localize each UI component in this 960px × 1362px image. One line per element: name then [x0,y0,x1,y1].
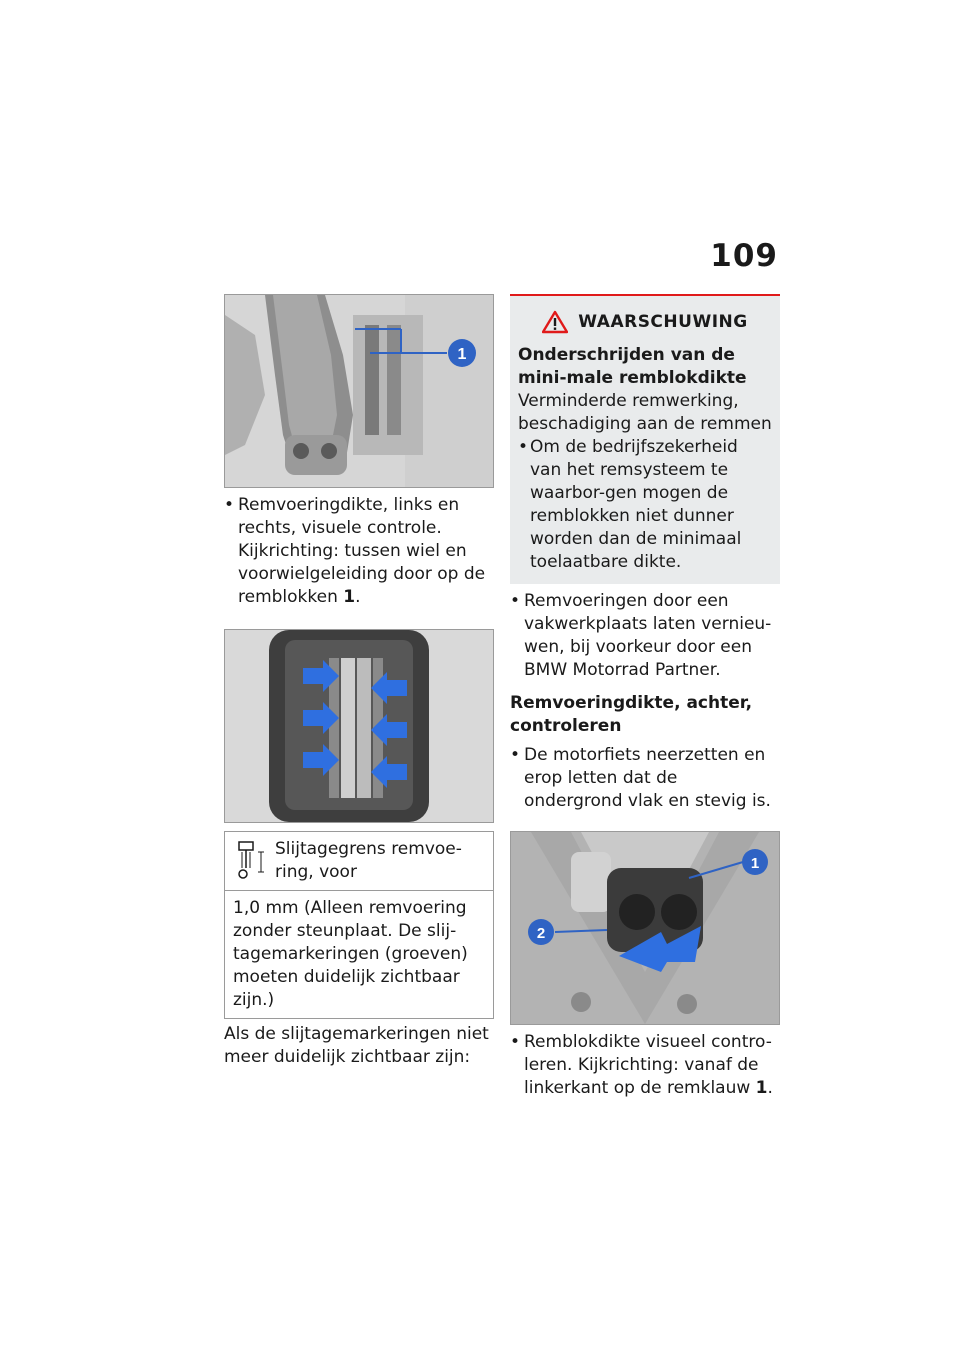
figure-rear-brake-caliper [510,831,780,1025]
warning-triangle-icon [542,310,568,334]
bullet-front-pad-check [224,494,494,609]
bullet-rear-pad-check-text: Remblokdikte visueel contro-leren. Kijkrichting: vanaf de linkerkant op de remklauw [524,1032,772,1098]
bullet-rear-pad-check-end: . [767,1078,773,1098]
figure1-callout: 1 [457,346,467,363]
rear-brake-illustration [511,832,779,1024]
figure3-callout-1: 1 [750,855,760,872]
brake-pad-wear-icon [233,838,267,882]
front-brake-illustration [225,295,493,487]
figure-front-brake-pads [224,294,494,488]
bullet-replace-pads: • Remvoeringen door een vakwerkplaats laten vernieu-wen, bij voorkeur door een BMW Motorrad Partner. [510,590,780,682]
spec-table-wear-limit [224,831,494,1019]
bullet-front-pad-check-end: . [355,587,361,607]
bullet-rear-pad-check [510,1031,780,1100]
left-column [224,294,494,1069]
spec-table-header [225,832,493,891]
figure-pad-wear-grooves [224,629,494,823]
warning-box [510,294,780,584]
bullet-front-pad-check-ref: 1 [343,587,356,607]
warning-title: WAARSCHUWING [578,312,748,332]
bullet-rear-pad-check-ref: 1 [755,1078,768,1098]
warning-title-row [518,310,772,334]
bullet-front-pad-check-text: Remvoeringdikte, links en rechts, visuele controle. Kijkrichting: tussen wiel en voorwielgeleiding door op de remblokken [238,495,486,607]
spec-value: 1,0 mm (Alleen remvoering zonder steunplaat. De slij-tagemarkeringen (groeven) moeten duidelijk zichtbaar zijn.) [233,898,468,1010]
pad-wear-illustration [225,630,493,822]
warning-heading: Onderschrijden van de mini-male remblokdikte [518,345,747,388]
warning-consequence: Verminderde remwerking, beschadiging aan de remmen [518,391,772,434]
right-column [510,294,780,1100]
paragraph-after-spec: Als de slijtagemarkeringen niet meer duidelijk zichtbaar zijn: [224,1024,489,1067]
page-number: 109 [710,238,778,274]
bullet-park-motorcycle: • De motorfiets neerzetten en erop letten dat de ondergrond vlak en stevig is. [510,744,780,813]
section-heading-rear-pads: Remvoeringdikte, achter, controleren [510,693,753,736]
spec-label: Slijtagegrens remvoe-ring, voor [275,839,462,882]
warning-measure: • Om de bedrijfszekerheid van het remsysteem te waarbor-gen mogen de remblokken niet dunner worden dan de minimaal toelaatbare dikte. [518,436,772,574]
figure3-callout-2: 2 [536,925,546,942]
